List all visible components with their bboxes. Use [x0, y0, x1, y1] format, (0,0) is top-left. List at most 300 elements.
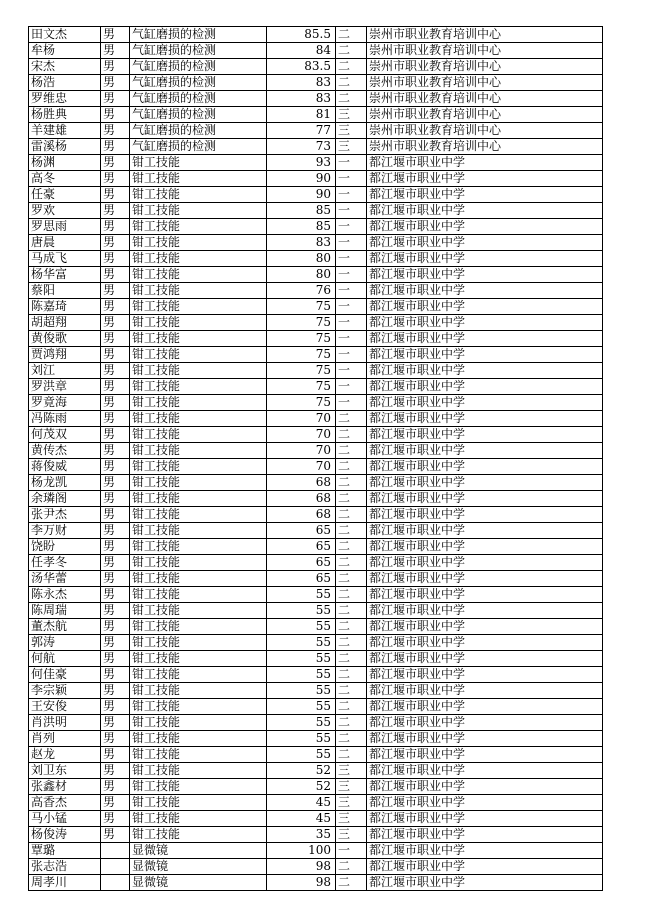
school-cell: 都江堰市职业中学: [367, 235, 603, 251]
school-cell: 都江堰市职业中学: [367, 747, 603, 763]
gender-cell: 男: [101, 763, 130, 779]
school-cell: 崇州市职业教育培训中心: [367, 27, 603, 43]
student-name-cell: 陈永杰: [29, 587, 101, 603]
school-cell: 都江堰市职业中学: [367, 539, 603, 555]
grade-cell: 一: [336, 299, 367, 315]
gender-cell: 男: [101, 123, 130, 139]
student-name-cell: 蒋俊威: [29, 459, 101, 475]
student-name-cell: 周孝川: [29, 875, 101, 891]
subject-cell: 钳工技能: [130, 587, 267, 603]
school-cell: 都江堰市职业中学: [367, 843, 603, 859]
score-cell: 90: [267, 171, 336, 187]
gender-cell: 男: [101, 427, 130, 443]
table-row: [29, 731, 603, 747]
score-cell: 55: [267, 683, 336, 699]
grade-cell: 一: [336, 283, 367, 299]
grade-cell: 三: [336, 779, 367, 795]
table-row: [29, 427, 603, 443]
grade-cell: 二: [336, 587, 367, 603]
student-name-cell: 李宗颖: [29, 683, 101, 699]
school-cell: 都江堰市职业中学: [367, 427, 603, 443]
school-cell: 都江堰市职业中学: [367, 811, 603, 827]
student-name-cell: 肖洪明: [29, 715, 101, 731]
gender-cell: 男: [101, 331, 130, 347]
results-table-body: [29, 27, 603, 891]
subject-cell: 钳工技能: [130, 363, 267, 379]
table-row: [29, 747, 603, 763]
score-cell: 93: [267, 155, 336, 171]
table-row: [29, 475, 603, 491]
subject-cell: 钳工技能: [130, 651, 267, 667]
subject-cell: 钳工技能: [130, 507, 267, 523]
grade-cell: 一: [336, 395, 367, 411]
grade-cell: 二: [336, 507, 367, 523]
score-cell: 70: [267, 427, 336, 443]
student-name-cell: 唐晨: [29, 235, 101, 251]
table-row: [29, 139, 603, 155]
student-name-cell: 肖列: [29, 731, 101, 747]
gender-cell: 男: [101, 267, 130, 283]
subject-cell: 钳工技能: [130, 811, 267, 827]
gender-cell: 男: [101, 187, 130, 203]
subject-cell: 钳工技能: [130, 795, 267, 811]
student-name-cell: 李万财: [29, 523, 101, 539]
school-cell: 都江堰市职业中学: [367, 331, 603, 347]
subject-cell: 钳工技能: [130, 427, 267, 443]
school-cell: 都江堰市职业中学: [367, 187, 603, 203]
gender-cell: 男: [101, 75, 130, 91]
school-cell: 都江堰市职业中学: [367, 683, 603, 699]
student-name-cell: 汤华蕾: [29, 571, 101, 587]
student-name-cell: 饶盼: [29, 539, 101, 555]
student-name-cell: 罗维忠: [29, 91, 101, 107]
grade-cell: 二: [336, 523, 367, 539]
student-name-cell: 陈嘉琦: [29, 299, 101, 315]
score-cell: 73: [267, 139, 336, 155]
grade-cell: 一: [336, 267, 367, 283]
grade-cell: 二: [336, 875, 367, 891]
gender-cell: 男: [101, 555, 130, 571]
score-cell: 84: [267, 43, 336, 59]
grade-cell: 二: [336, 555, 367, 571]
subject-cell: 钳工技能: [130, 219, 267, 235]
grade-cell: 一: [336, 347, 367, 363]
student-name-cell: 任豪: [29, 187, 101, 203]
grade-cell: 一: [336, 315, 367, 331]
grade-cell: 三: [336, 827, 367, 843]
student-name-cell: 罗竟海: [29, 395, 101, 411]
student-name-cell: 杨胜典: [29, 107, 101, 123]
subject-cell: 钳工技能: [130, 155, 267, 171]
gender-cell: 男: [101, 107, 130, 123]
subject-cell: 显微镜: [130, 875, 267, 891]
subject-cell: 气缸磨损的检测: [130, 59, 267, 75]
grade-cell: 二: [336, 475, 367, 491]
table-row: [29, 635, 603, 651]
school-cell: 都江堰市职业中学: [367, 635, 603, 651]
student-name-cell: 蔡阳: [29, 283, 101, 299]
score-cell: 55: [267, 587, 336, 603]
school-cell: 都江堰市职业中学: [367, 667, 603, 683]
gender-cell: 男: [101, 43, 130, 59]
school-cell: 崇州市职业教育培训中心: [367, 107, 603, 123]
subject-cell: 钳工技能: [130, 283, 267, 299]
student-name-cell: 罗欢: [29, 203, 101, 219]
score-cell: 81: [267, 107, 336, 123]
gender-cell: 男: [101, 587, 130, 603]
score-cell: 55: [267, 667, 336, 683]
results-table: [28, 26, 603, 891]
score-cell: 70: [267, 411, 336, 427]
score-cell: 90: [267, 187, 336, 203]
table-row: [29, 459, 603, 475]
student-name-cell: 冯陈雨: [29, 411, 101, 427]
subject-cell: 钳工技能: [130, 315, 267, 331]
subject-cell: 气缸磨损的检测: [130, 75, 267, 91]
school-cell: 崇州市职业教育培训中心: [367, 75, 603, 91]
gender-cell: 男: [101, 667, 130, 683]
grade-cell: 一: [336, 187, 367, 203]
table-row: [29, 363, 603, 379]
school-cell: 崇州市职业教育培训中心: [367, 91, 603, 107]
table-row: [29, 283, 603, 299]
gender-cell: 男: [101, 747, 130, 763]
table-row: [29, 27, 603, 43]
table-row: [29, 683, 603, 699]
school-cell: 都江堰市职业中学: [367, 603, 603, 619]
grade-cell: 二: [336, 91, 367, 107]
school-cell: 都江堰市职业中学: [367, 779, 603, 795]
gender-cell: 男: [101, 715, 130, 731]
school-cell: 都江堰市职业中学: [367, 699, 603, 715]
grade-cell: 一: [336, 235, 367, 251]
student-name-cell: 杨浩: [29, 75, 101, 91]
subject-cell: 气缸磨损的检测: [130, 91, 267, 107]
grade-cell: 一: [336, 203, 367, 219]
student-name-cell: 刘江: [29, 363, 101, 379]
gender-cell: 男: [101, 603, 130, 619]
score-cell: 52: [267, 763, 336, 779]
subject-cell: 钳工技能: [130, 203, 267, 219]
grade-cell: 一: [336, 251, 367, 267]
score-cell: 65: [267, 571, 336, 587]
score-cell: 68: [267, 475, 336, 491]
school-cell: 都江堰市职业中学: [367, 651, 603, 667]
gender-cell: 男: [101, 779, 130, 795]
school-cell: 都江堰市职业中学: [367, 507, 603, 523]
gender-cell: 男: [101, 347, 130, 363]
table-row: [29, 795, 603, 811]
table-row: [29, 827, 603, 843]
score-cell: 52: [267, 779, 336, 795]
subject-cell: 钳工技能: [130, 523, 267, 539]
gender-cell: 男: [101, 523, 130, 539]
grade-cell: 二: [336, 571, 367, 587]
score-cell: 55: [267, 619, 336, 635]
score-cell: 45: [267, 795, 336, 811]
student-name-cell: 罗洪章: [29, 379, 101, 395]
table-row: [29, 251, 603, 267]
school-cell: 崇州市职业教育培训中心: [367, 43, 603, 59]
table-row: [29, 875, 603, 891]
student-name-cell: 任孝冬: [29, 555, 101, 571]
gender-cell: 男: [101, 251, 130, 267]
table-row: [29, 379, 603, 395]
score-cell: 55: [267, 603, 336, 619]
table-row: [29, 523, 603, 539]
gender-cell: 男: [101, 203, 130, 219]
table-row: [29, 715, 603, 731]
table-row: [29, 811, 603, 827]
gender-cell: 男: [101, 363, 130, 379]
subject-cell: 钳工技能: [130, 699, 267, 715]
school-cell: 都江堰市职业中学: [367, 395, 603, 411]
grade-cell: 二: [336, 59, 367, 75]
subject-cell: 钳工技能: [130, 683, 267, 699]
score-cell: 80: [267, 267, 336, 283]
score-cell: 55: [267, 715, 336, 731]
score-cell: 65: [267, 523, 336, 539]
subject-cell: 钳工技能: [130, 603, 267, 619]
score-cell: 55: [267, 699, 336, 715]
school-cell: 都江堰市职业中学: [367, 491, 603, 507]
subject-cell: 钳工技能: [130, 571, 267, 587]
gender-cell: 男: [101, 459, 130, 475]
score-cell: 75: [267, 299, 336, 315]
score-cell: 83: [267, 75, 336, 91]
school-cell: 都江堰市职业中学: [367, 299, 603, 315]
school-cell: 都江堰市职业中学: [367, 715, 603, 731]
grade-cell: 二: [336, 411, 367, 427]
gender-cell: 男: [101, 475, 130, 491]
grade-cell: 三: [336, 763, 367, 779]
school-cell: 都江堰市职业中学: [367, 459, 603, 475]
gender-cell: 男: [101, 219, 130, 235]
grade-cell: 二: [336, 491, 367, 507]
grade-cell: 二: [336, 747, 367, 763]
grade-cell: 一: [336, 379, 367, 395]
student-name-cell: 覃璐: [29, 843, 101, 859]
school-cell: 崇州市职业教育培训中心: [367, 123, 603, 139]
student-name-cell: 杨龙凯: [29, 475, 101, 491]
subject-cell: 钳工技能: [130, 379, 267, 395]
grade-cell: 二: [336, 683, 367, 699]
subject-cell: 钳工技能: [130, 171, 267, 187]
subject-cell: 钳工技能: [130, 395, 267, 411]
score-cell: 85.5: [267, 27, 336, 43]
subject-cell: 显微镜: [130, 859, 267, 875]
subject-cell: 钳工技能: [130, 235, 267, 251]
student-name-cell: 张尹杰: [29, 507, 101, 523]
grade-cell: 一: [336, 363, 367, 379]
school-cell: 都江堰市职业中学: [367, 571, 603, 587]
results-sheet: [28, 26, 603, 891]
gender-cell: 男: [101, 811, 130, 827]
score-cell: 85: [267, 203, 336, 219]
table-row: [29, 619, 603, 635]
subject-cell: 钳工技能: [130, 475, 267, 491]
school-cell: 都江堰市职业中学: [367, 523, 603, 539]
grade-cell: 三: [336, 811, 367, 827]
table-row: [29, 539, 603, 555]
subject-cell: 钳工技能: [130, 635, 267, 651]
student-name-cell: 高香杰: [29, 795, 101, 811]
score-cell: 83.5: [267, 59, 336, 75]
school-cell: 都江堰市职业中学: [367, 219, 603, 235]
grade-cell: 二: [336, 459, 367, 475]
gender-cell: 男: [101, 299, 130, 315]
school-cell: 都江堰市职业中学: [367, 347, 603, 363]
subject-cell: 气缸磨损的检测: [130, 27, 267, 43]
student-name-cell: 王安俊: [29, 699, 101, 715]
grade-cell: 二: [336, 731, 367, 747]
school-cell: 都江堰市职业中学: [367, 795, 603, 811]
grade-cell: 二: [336, 539, 367, 555]
student-name-cell: 罗思雨: [29, 219, 101, 235]
grade-cell: 三: [336, 107, 367, 123]
table-row: [29, 331, 603, 347]
subject-cell: 钳工技能: [130, 715, 267, 731]
grade-cell: 一: [336, 155, 367, 171]
score-cell: 55: [267, 747, 336, 763]
subject-cell: 气缸磨损的检测: [130, 43, 267, 59]
grade-cell: 一: [336, 331, 367, 347]
student-name-cell: 贾鸿翔: [29, 347, 101, 363]
grade-cell: 二: [336, 715, 367, 731]
gender-cell: 男: [101, 795, 130, 811]
score-cell: 55: [267, 635, 336, 651]
subject-cell: 钳工技能: [130, 411, 267, 427]
student-name-cell: 高冬: [29, 171, 101, 187]
table-row: [29, 203, 603, 219]
grade-cell: 二: [336, 27, 367, 43]
student-name-cell: 刘卫东: [29, 763, 101, 779]
table-row: [29, 859, 603, 875]
table-row: [29, 571, 603, 587]
subject-cell: 钳工技能: [130, 779, 267, 795]
score-cell: 85: [267, 219, 336, 235]
score-cell: 55: [267, 651, 336, 667]
school-cell: 都江堰市职业中学: [367, 763, 603, 779]
table-row: [29, 667, 603, 683]
student-name-cell: 郭涛: [29, 635, 101, 651]
school-cell: 都江堰市职业中学: [367, 411, 603, 427]
table-row: [29, 187, 603, 203]
student-name-cell: 何茂双: [29, 427, 101, 443]
gender-cell: 男: [101, 91, 130, 107]
school-cell: 都江堰市职业中学: [367, 315, 603, 331]
school-cell: 都江堰市职业中学: [367, 859, 603, 875]
subject-cell: 钳工技能: [130, 267, 267, 283]
table-row: [29, 171, 603, 187]
school-cell: 都江堰市职业中学: [367, 875, 603, 891]
table-row: [29, 299, 603, 315]
student-name-cell: 马成飞: [29, 251, 101, 267]
gender-cell: 男: [101, 827, 130, 843]
student-name-cell: 张鑫材: [29, 779, 101, 795]
gender-cell: 男: [101, 395, 130, 411]
table-row: [29, 603, 603, 619]
subject-cell: 钳工技能: [130, 331, 267, 347]
gender-cell: 男: [101, 635, 130, 651]
school-cell: 都江堰市职业中学: [367, 587, 603, 603]
score-cell: 70: [267, 459, 336, 475]
student-name-cell: 胡超翔: [29, 315, 101, 331]
table-row: [29, 315, 603, 331]
score-cell: 80: [267, 251, 336, 267]
student-name-cell: 黄传杰: [29, 443, 101, 459]
subject-cell: 钳工技能: [130, 763, 267, 779]
subject-cell: 钳工技能: [130, 347, 267, 363]
school-cell: 都江堰市职业中学: [367, 443, 603, 459]
score-cell: 75: [267, 315, 336, 331]
school-cell: 崇州市职业教育培训中心: [367, 139, 603, 155]
subject-cell: 气缸磨损的检测: [130, 139, 267, 155]
subject-cell: 钳工技能: [130, 187, 267, 203]
school-cell: 都江堰市职业中学: [367, 267, 603, 283]
student-name-cell: 赵龙: [29, 747, 101, 763]
grade-cell: 二: [336, 443, 367, 459]
grade-cell: 二: [336, 667, 367, 683]
grade-cell: 二: [336, 75, 367, 91]
student-name-cell: 田文杰: [29, 27, 101, 43]
table-row: [29, 235, 603, 251]
student-name-cell: 杨俊涛: [29, 827, 101, 843]
school-cell: 都江堰市职业中学: [367, 827, 603, 843]
score-cell: 98: [267, 875, 336, 891]
grade-cell: 二: [336, 635, 367, 651]
subject-cell: 钳工技能: [130, 747, 267, 763]
table-row: [29, 395, 603, 411]
school-cell: 都江堰市职业中学: [367, 363, 603, 379]
table-row: [29, 443, 603, 459]
table-row: [29, 555, 603, 571]
score-cell: 76: [267, 283, 336, 299]
gender-cell: [101, 843, 130, 859]
table-row: [29, 267, 603, 283]
gender-cell: 男: [101, 651, 130, 667]
student-name-cell: 杨华富: [29, 267, 101, 283]
gender-cell: 男: [101, 171, 130, 187]
score-cell: 83: [267, 91, 336, 107]
student-name-cell: 黄俊歌: [29, 331, 101, 347]
table-row: [29, 347, 603, 363]
student-name-cell: 张志浩: [29, 859, 101, 875]
score-cell: 75: [267, 347, 336, 363]
table-row: [29, 43, 603, 59]
score-cell: 75: [267, 363, 336, 379]
student-name-cell: 何航: [29, 651, 101, 667]
subject-cell: 钳工技能: [130, 827, 267, 843]
score-cell: 65: [267, 539, 336, 555]
gender-cell: 男: [101, 411, 130, 427]
gender-cell: 男: [101, 315, 130, 331]
grade-cell: 二: [336, 699, 367, 715]
student-name-cell: 余璘阁: [29, 491, 101, 507]
table-row: [29, 587, 603, 603]
score-cell: 35: [267, 827, 336, 843]
subject-cell: 钳工技能: [130, 539, 267, 555]
subject-cell: 钳工技能: [130, 491, 267, 507]
gender-cell: 男: [101, 731, 130, 747]
school-cell: 都江堰市职业中学: [367, 555, 603, 571]
score-cell: 77: [267, 123, 336, 139]
table-row: [29, 651, 603, 667]
subject-cell: 钳工技能: [130, 299, 267, 315]
grade-cell: 三: [336, 139, 367, 155]
table-row: [29, 763, 603, 779]
gender-cell: 男: [101, 699, 130, 715]
